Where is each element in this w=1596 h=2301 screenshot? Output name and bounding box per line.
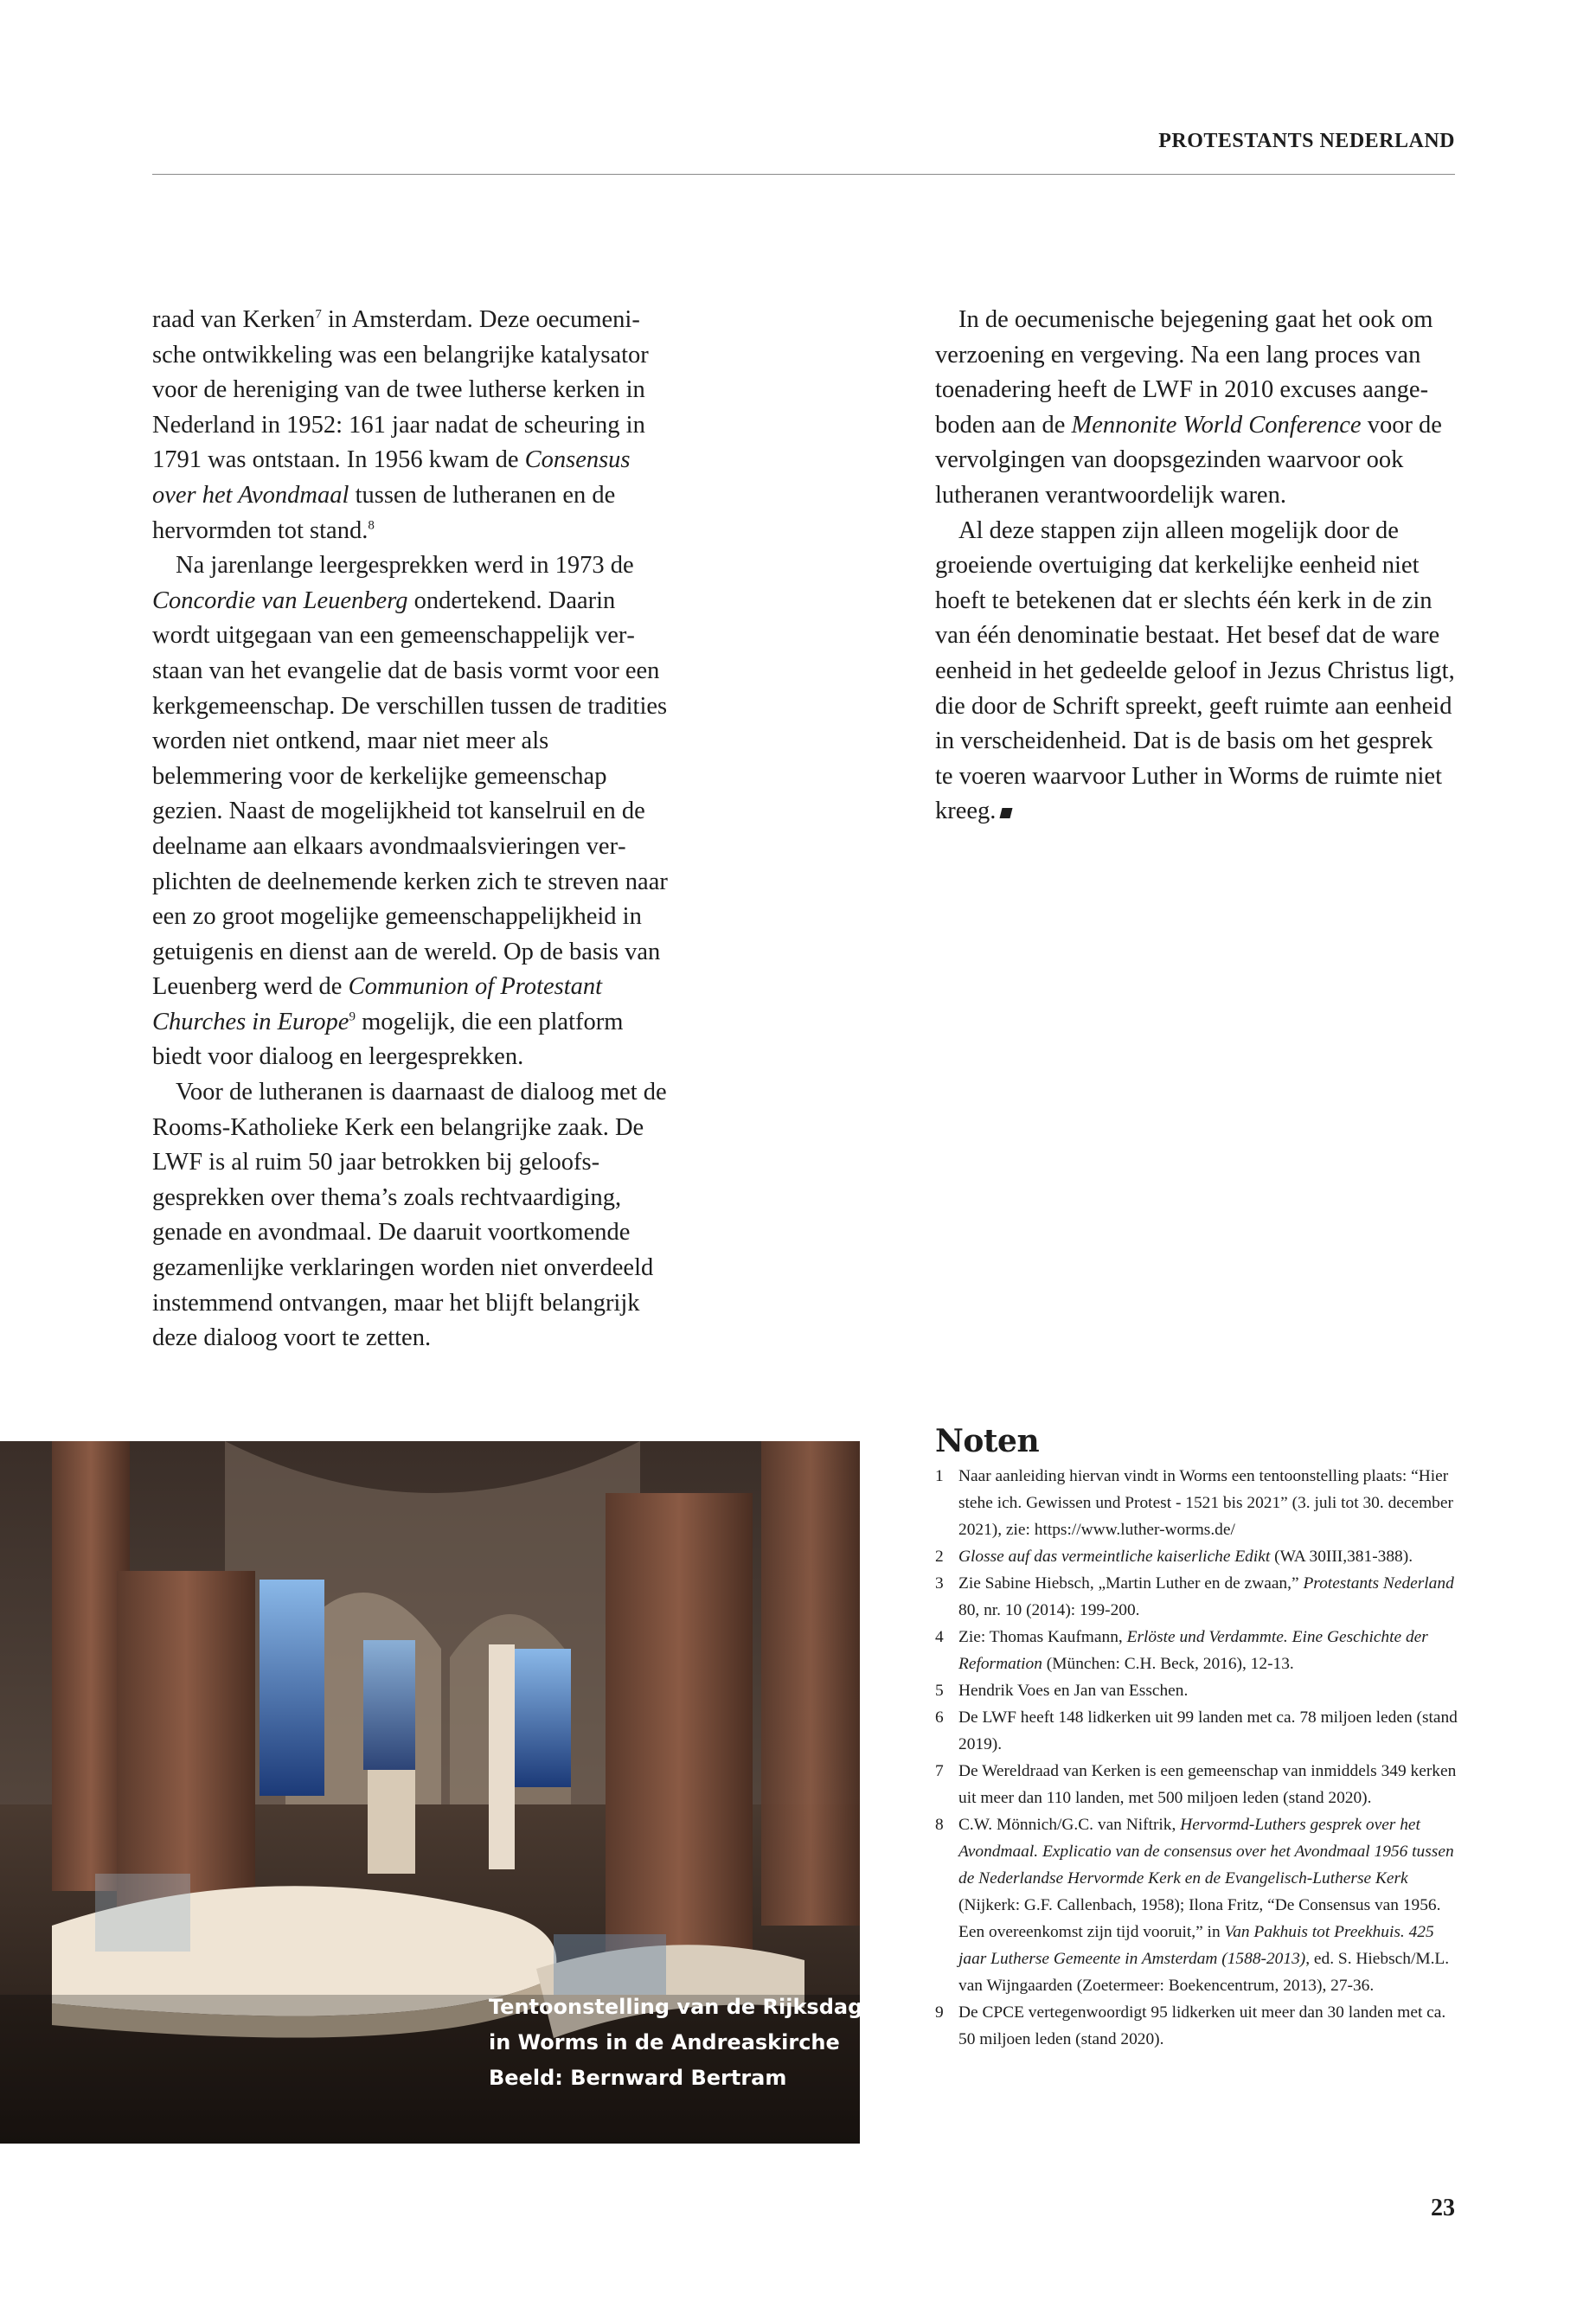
page-number: 23 <box>1431 2195 1455 2221</box>
footnote: 2 Glosse auf das vermeintliche kaiserliche Edikt (WA 30III,381-388). <box>935 1548 1413 1566</box>
paragraph: raad van Kerken$^7$ in Amsterdam. Deze oecumenische ontwikkeling was een belangrijke katalysator voor de hereniging van de twee lutherse kerken in Nederland in 1952: 161 jaar nadat de scheuring in 1791 was ontstaan. In 1956 kwam de Consensus over het Avondmaal tussen de lutheranen en de hervormden tot stand.$^8$ <box>152 306 649 544</box>
footnote-ref: 8 <box>368 518 375 533</box>
paragraph: Na jarenlange leergesprekken werd in 1973 de Concordie van Leuenberg ondertekend. Daarin wordt uitgegaan van een gemeenschappelijk verstaan van het evangelie dat de basis vormt voor een kerkgemeenschap. De verschillen tussen de tradities worden niet ontkend, maar niet meer als belemmering voor de kerkelijke gemeenschap gezien. Naast de mogelijkheid tot kanselruil en de deelname aan elkaars avondmaalsvieringen verplichten de deelnemende kerken zich te streven naar een zo groot mogelijke gemeenschappelijkheid in getuigenis en dienst aan de wereld. Op de basis van Leuenberg werd de Communion of Protestant Churches in Europe$^9$ mogelijk, die een platform biedt voor dialoog en leergesprekken. <box>152 552 668 1071</box>
footnote: 1 Naar aanleiding hiervan vindt in Worms een tentoonstelling plaats: “Hier stehe ich. Gewissen und Protest - 1521 bis 2021” (3. juli tot 30. december 2021), zie: https://www.luther-worms.de/ <box>935 1467 1453 1539</box>
paragraph: Al deze stappen zijn alleen mogelijk door de groeiende overtuiging dat kerkelijke eenheid niet hoeft te betekenen dat er slechts één kerk in de zin van één denominatie bestaat. Het besef dat de ware eenheid in het gedeelde geloof in Jezus Christus ligt, die door de Schrift spreekt, geeft ruimte aan eenheid in verscheidenheid. Dat is de basis om het gesprek te voeren waarvoor Luther in Worms de ruimte niet kreeg. <box>935 516 1455 825</box>
photo-caption <box>489 1990 863 2096</box>
footnote: 4 Zie: Thomas Kaufmann, Erlöste und Verdammte. Eine Geschichte der Reformation (München: C.H. Beck, 2016), 12-13. <box>935 1628 1428 1673</box>
header-divider <box>152 174 1455 175</box>
footnote: 8 C.W. Mönnich/G.C. van Niftrik, Hervormd-Luthers gesprek over het Avondmaal. Explicatio van de consensus over het Avondmaal 1956 tussen de Nederlandse Hervormde Kerk en de Evangelisch-Lutherse Kerk (Nijkerk: G.F. Callenbach, 1958); Ilona Fritz, “De Consensus van 1956. Een overeenkomst zijn tijd vooruit,” in Van Pakhuis tot Preekhuis. 425 jaar Lutherse Gemeente in Amsterdam (1588-2013), ed. S. Hiebsch/M.L. van Wijngaarden (Zoetermeer: Boekencentrum, 2013), 27-36. <box>935 1816 1454 1995</box>
caption-line: Beeld: Bernward Bertram <box>489 2066 787 2090</box>
footnote: 7 De Wereldraad van Kerken is een gemeenschap van inmiddels 349 kerken uit meer dan 110 landen, met 500 miljoen leden (stand 2020). <box>935 1762 1457 1807</box>
footnote: 9 De CPCE vertegenwoordigt 95 lidkerken uit meer dan 30 landen met ca. 50 miljoen leden (stand 2020). <box>935 2003 1446 2048</box>
footnote-ref: 9 <box>349 1009 356 1024</box>
end-of-article-mark <box>1000 808 1013 818</box>
paragraph: Voor de lutheranen is daarnaast de dialoog met de Rooms-Katholieke Kerk een belangrijke zaak. De LWF is al ruim 50 jaar betrokken bij geloofsgesprekken over thema’s zoals rechtvaardiging, genade en avondmaal. De daaruit voortkomende gezamenlijke verklaringen worden niet onverdeeld instemmend ontvangen, maar het blijft belangrijk deze dialoog voort te zetten. <box>152 1079 667 1352</box>
footnote: 6 De LWF heeft 148 lidkerken uit 99 landen met ca. 78 miljoen leden (stand 2019). <box>935 1708 1458 1753</box>
paragraph: In de oecumenische bejegening gaat het ook om verzoening en vergeving. Na een lang proces van toenadering heeft de LWF in 2010 excuses aangeboden aan de Mennonite World Conference voor de vervolgingen van doopsgezinden waarvoor ook lutheranen verantwoordelijk waren. <box>935 306 1442 509</box>
footnote: 3 Zie Sabine Hiebsch, „Martin Luther en de zwaan,” Protestants Nederland 80, nr. 10 (2014): 199-200. <box>935 1574 1454 1619</box>
running-header: PROTESTANTS NEDERLAND <box>1158 130 1455 152</box>
footnote-ref: 7 <box>315 307 322 322</box>
right-column <box>935 303 1455 830</box>
caption-line: in Worms in de Andreaskirche <box>489 2030 840 2054</box>
caption-line: Tentoonstelling van de Rijksdag <box>489 1995 863 2019</box>
footnote: 5 Hendrik Voes en Jan van Esschen. <box>935 1682 1189 1700</box>
left-column <box>152 303 671 1356</box>
footnotes-list <box>935 1463 1463 2053</box>
notes-heading: Noten <box>935 1423 1040 1459</box>
